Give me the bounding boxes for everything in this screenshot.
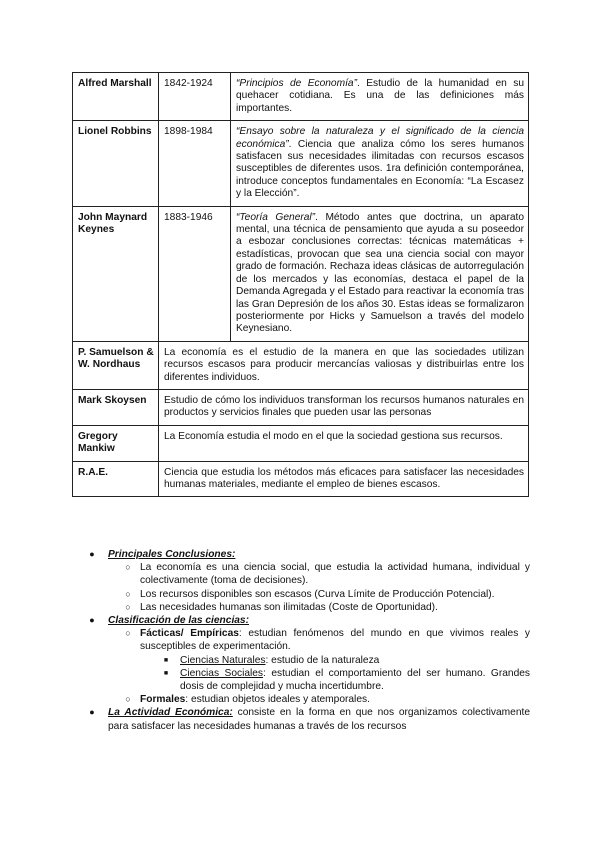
list-item [80,601,530,614]
author-definition: La economía es el estudio de la manera en que las sociedades utilizan recursos escasos para producir mercancías valiosas y distribuirlas entre los diferentes individuos. [159,341,529,389]
bullet-icon: ● [89,707,95,718]
work-title: “Ensayo sobre la naturaleza y el significado de la ciencia económica” [236,126,524,150]
definition-text: . Ciencia que analiza cómo los seres humanos satisfacen sus necesidades ilimitadas con recursos escasos susceptibles de diferentes usos. 1ra definición contemporánea, introduce conceptos fundamentales en Economía: “La Escasez y la Elección”. [236,138,524,200]
table-row [73,73,529,121]
table-row [73,206,529,341]
circle-bullet-icon: ○ [125,562,131,573]
list-item-text: : estudian objetos ideales y atemporales. [185,694,370,706]
table-row [73,425,529,461]
list-item-text: La economía es una ciencia social, que estudia la actividad humana, individual y colectivamente (toma de decisiones). [140,562,530,587]
author-definition [231,206,529,341]
author-name: Lionel Robbins [73,121,159,206]
author-definition [231,73,529,121]
circle-bullet-icon: ○ [125,628,131,639]
notes-list [80,548,530,733]
definition-text: . Estudio de la humanidad en su quehacer cotidiana. Es una de las definiciones más importantes. [236,78,524,114]
table-row [73,341,529,389]
bullet-icon: ● [89,549,95,559]
section-heading: Clasificación de las ciencias: [108,615,249,627]
list-item-text: consiste en la forma en que nos organizamos colectivamente para satisfacer las necesidades humanas a través de los recursos [108,707,530,732]
circle-bullet-icon: ○ [125,601,131,612]
author-years: 1883-1946 [159,206,231,341]
term-label: Ciencias Sociales [180,667,264,679]
list-item-text: Las necesidades humanas son ilimitadas (Coste de Oportunidad). [140,601,438,613]
circle-bullet-icon: ○ [125,588,131,599]
list-item [80,693,530,706]
author-definition: Ciencia que estudia los métodos más eficaces para satisfacer las necesidades humanas materiales, mediante el empleo de bienes escasos. [159,461,529,497]
list-item [80,654,530,667]
list-item [80,561,530,587]
list-item-text: : estudian el comportamiento del ser humano. Grandes dosis de complejidad y mucha incertidumbre. [180,667,530,693]
author-definition [231,121,529,206]
term-label: Fácticas/ Empíricas [140,628,239,640]
work-title: “Teoría General” [236,211,316,223]
list-item [80,614,530,627]
author-name: R.A.E. [73,461,159,497]
author-name: John Maynard Keynes [73,206,159,341]
author-name: P. Samuelson & W. Nordhaus [73,341,159,389]
table-row [73,121,529,206]
list-item-text: : estudio de la naturaleza [265,654,380,666]
author-definition: La Economía estudia el modo en el que la sociedad gestiona sus recursos. [159,425,529,461]
term-label: Formales [140,694,186,706]
author-years: 1898-1984 [159,121,231,206]
definition-text: . Método antes que doctrina, un aparato mental, una técnica de pensamiento que ayuda a su poseedor a esbozar conclusiones correctas: técnicas matemáticas + estadísticas, provocan que sea una ciencia social con mayor grado de formación. Rechaza ideas clásicas de autorregulación de los mercados y las economías, destaca el papel de la Demanda Agregada y el Estado para reactivar la economía tras las Gran Depresión de los años 30. Estas ideas se formalizaron posteriormente por Hicks y Samuelson a través del modelo Keynesiano. [236,211,524,335]
term-label: Ciencias Naturales [180,654,266,666]
square-bullet-icon: ■ [163,656,169,664]
author-name: Mark Skoysen [73,389,159,425]
section-heading: Principales Conclusiones: [108,549,236,560]
list-item [80,667,530,693]
author-name: Alfred Marshall [73,73,159,121]
list-item [80,588,530,601]
work-title: “Principios de Economía” [236,78,357,89]
list-item [80,548,530,561]
bullet-icon: ● [89,615,95,626]
author-name: Gregory Mankiw [73,425,159,461]
author-definition: Estudio de cómo los individuos transforman los recursos humanos naturales en productos y servicios finales que pueden usar las personas [159,389,529,425]
square-bullet-icon: ■ [163,669,169,677]
list-item-text: Los recursos disponibles son escasos (Curva Límite de Producción Potencial). [140,588,495,600]
author-years: 1842-1924 [159,73,231,121]
section-heading: La Actividad Económica: [108,707,233,719]
list-item [80,706,530,732]
economists-table [72,72,529,497]
list-item-text: : estudian fenómenos del mundo en que vivimos reales y susceptibles de experimentación. [140,628,530,653]
table-row [73,389,529,425]
circle-bullet-icon: ○ [125,694,131,705]
list-item [80,627,530,653]
table-row [73,461,529,497]
